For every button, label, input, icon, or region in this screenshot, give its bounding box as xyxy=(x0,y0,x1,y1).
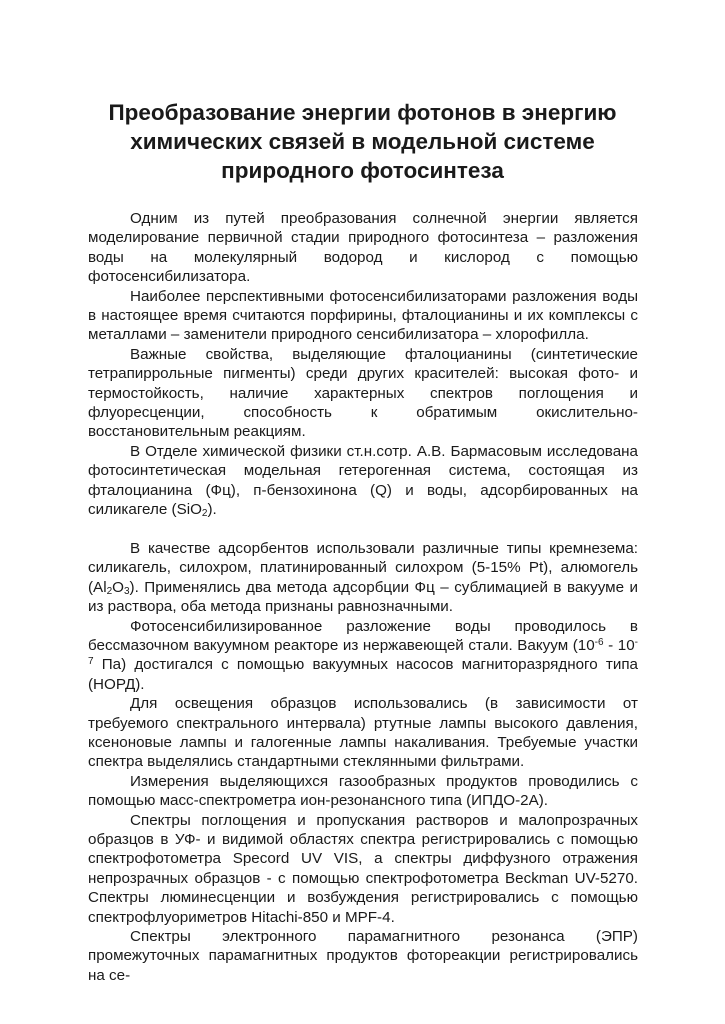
document-body xyxy=(88,209,638,985)
paragraph-2: Наиболее перспективными фотосенсибилизаторами разложения воды в настоящее время считаются порфирины, фталоцианины и их комплексы с металлами – заменители природного сенсибилизатора – хлорофилла. xyxy=(88,287,638,344)
paragraph-4 xyxy=(88,442,638,520)
paragraph-3: Важные свойства, выделяющие фталоцианины (синтетические тетрапиррольные пигменты) среди других красителей: высокая фото- и термостойкость, наличие характерных спектров поглощения и флуоресценции, способность к обратимым окислительно-восстановительным реакциям. xyxy=(88,345,638,441)
paragraph-8: Измерения выделяющихся газообразных продуктов проводились с помощью масс-спектрометра ион-резонансного типа (ИПДО-2А). xyxy=(88,772,638,810)
paragraph-4-text: В Отделе химической физики ст.н.сотр. А.В. Бармасовым исследована фотосинтетическая модельная гетерогенная система, состоящая из фталоцианина (Фц), п-бензохинона (Q) и воды, адсорбированных на силикагеле (SiO xyxy=(88,442,638,519)
paragraph-4-text-end: ). xyxy=(207,501,217,519)
paragraph-5-text-mid: O xyxy=(112,578,124,596)
paragraph-6 xyxy=(88,617,638,695)
paragraph-6-text: Фотосенсибилизированное разложение воды проводилось в бессмазочном вакуумном реакторе из нержавеющей стали. Вакуум (10 xyxy=(88,617,638,654)
superscript: -6 xyxy=(594,636,604,648)
paragraph-9: Спектры поглощения и пропускания растворов и малопрозрачных образцов в УФ- и видимой областях спектра регистрировались с помощью спектрофотометра Specord UV VIS, а спектры диффузного отражения непрозрачных образцов - с помощью спектрофотометра Beckman UV-5270. Спектры люминесценции и возбуждения регистрировались с помощью спектрофлуориметров Hitachi-850 и MPF-4. xyxy=(88,811,638,926)
paragraph-5-text-end: ). Применялись два метода адсорбции Фц – сублимацией в вакууме и из раствора, оба метода признаны равнозначными. xyxy=(88,578,638,616)
paragraph-5-text: В качестве адсорбентов использовали различные типы кремнезема: силикагель, силохром, платинированный силохром (5-15% Pt), алюмогель (Al xyxy=(88,539,638,596)
paragraph-10: Спектры электронного парамагнитного резонанса (ЭПР) промежуточных парамагнитных продуктов фотореакции регистрировались на се- xyxy=(88,928,638,984)
paragraph-6-text-end: Па) достигался с помощью вакуумных насосов магниторазрядного типа (НОРД). xyxy=(88,656,638,693)
subscript: 2 xyxy=(201,508,208,520)
subscript: 2 xyxy=(106,585,113,597)
subscript: 3 xyxy=(123,585,130,597)
page-title: Преобразование энергии фотонов в энергию химических связей в модельной системе природного фотосинтеза xyxy=(108,100,617,183)
superscript: -7 xyxy=(88,636,638,668)
paragraph-5 xyxy=(88,539,638,617)
paragraph-7: Для освещения образцов использовались (в зависимости от требуемого спектрального интервала) ртутные лампы высокого давления, ксеноновые лампы и галогенные лампы накаливания. Требуемые участки спектра выделялись стандартными стеклянными фильтрами. xyxy=(88,695,638,771)
paragraph-6-text-mid: - 10 xyxy=(603,636,635,654)
paragraph-1: Одним из путей преобразования солнечной энергии является моделирование первичной стадии природного фотосинтеза – разложения воды на молекулярный водород и кислород с помощью фотосенсибилизатора. xyxy=(88,210,638,286)
